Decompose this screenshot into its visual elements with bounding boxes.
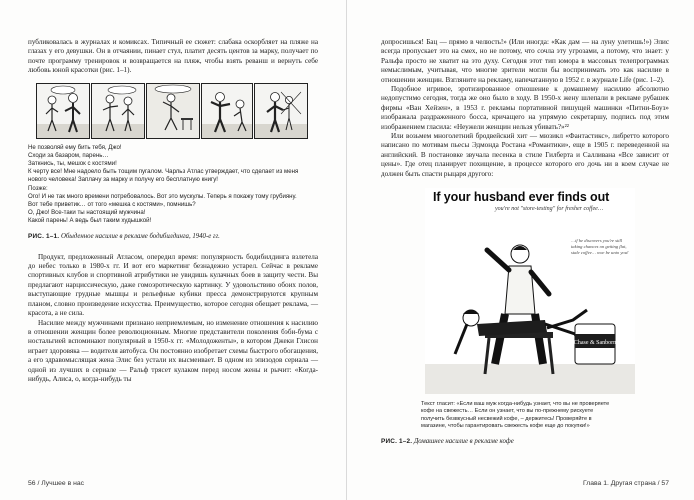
coffee-advertisement xyxy=(425,188,635,393)
comic-line: Ого! И не так много времени потребовалось. Вот это мускулы. Теперь я покажу тому грубияну. xyxy=(28,192,297,200)
comic-panel-4 xyxy=(201,83,253,139)
figure-label: РИС. 1–1. xyxy=(28,232,60,240)
comic-panel-3 xyxy=(146,83,200,139)
right-page xyxy=(347,0,694,500)
ad-headline: If your husband ever finds out xyxy=(433,190,610,205)
left-page-column xyxy=(28,38,318,384)
right-paragraph-1: допросишься! Бац — прямо в челюсть!» (Или иногда: «Как дам — на луну улетишь!») Элис всегда пропускает это на смех, но не потому, что сочла эту угрозами, а потому, что знает: у Ральфа просто не хватит на это духу. Сегодня этот тип юмора в массовых телепрограммах немыслимым, учитывая, что многие зрители могли бы воспринимать это как насилие в отношении женщин. Взгляните на рекламу, напечатанную в 1952 г. в журнале Life (рис. 1–2). xyxy=(381,38,669,84)
ad-brand-label: Chase & Sanborn xyxy=(573,340,617,347)
comic-line: Сходи за базаром, парень… xyxy=(28,151,109,159)
comic-line: Не позволяй ему бить тебя, Джо! xyxy=(28,143,122,151)
ad-subline: you're not "store-testing" for fresher coffee… xyxy=(495,206,604,213)
left-paragraph-1: публиковалась в журналах и комиксах. Типичный ее сюжет: слабака оскорбляет на пляже на глазах у его девушки. Он в отчаянии, пинает стул, платит десять центов за марку, получает по почте программу тренировок и возвращается на пляж, чтобы взять реванш и вернуть себе любовь юной красотки (рис. 1–1). xyxy=(28,38,318,75)
figure-caption-text: Обыденное насилие в рекламе бодибилдинга, 1940-е гг. xyxy=(60,232,220,240)
comic-line: К черту все! Мне надоело быть тощим пугалом. Чарльз Атлас утверждает, что сделает из меня нового человека! Заплачу за марку и получу его бесплатную книгу! xyxy=(28,168,299,184)
right-paragraph-2: Подобное игривое, эротизированное отношение к домашнему насилию абсолютно недопустимо сегодня, тогда же оно было в ходу. В 1950-х жену шлепали в рекламе рубашек фирмы «Ван Хейзен», в 1953 г. рекламы портативной пишущей машинки «Питни-Боуз» изображала раздраженного босса, кричащего на упрямую секретаршу, подпись под этим изображением гласила: «Неужели женщин нельзя убивать?»²² xyxy=(381,85,669,131)
comic-line: Вот тебе приветик… от того «мешка с костями», помнишь? xyxy=(28,201,196,209)
comic-panel-1 xyxy=(36,83,90,139)
figure-label: РИС. 1–2. xyxy=(381,437,413,445)
figure-caption-1-1 xyxy=(28,232,318,241)
left-paragraph-2: Продукт, предложенный Атласом, опередил время: популярность бодибилдинга взлетела до небес только в 1980-х гг. И вот его маркетинг безнадежно устарел. Сейчас в рекламе спортивных клубов и спортивной атрибутики не увидишь кулачных боев в защиту чести. Вы предлагают нарциссическую, даже гомоэротическую картинку. У удовольствию обоих полов, выступающие грудные мышцы и рельефные кубики пресса демонстрируются крупным планом, словно произведение искусства. Преимущество, которое сегодня обещает реклама, — красота, а не сила. xyxy=(28,252,318,318)
left-page-folio: 56 / Лучшее в нас xyxy=(28,480,85,487)
ad-caption-text: Текст гласит: «Если ваш муж когда-нибудь узнает, что вы не проверяете кофе на свежесть… Если он узнает, что вы по-прежнему рискуете получить безвкусный несвежий кофе, – держитесь! Проверяйте в магазине, чтобы гарантировать свежесть кофе еще до покупки!» xyxy=(421,401,610,429)
comic-line: Позже: xyxy=(28,184,48,192)
right-page-folio: Глава 1. Другая страна / 57 xyxy=(582,480,669,487)
right-page-column xyxy=(381,38,669,458)
comic-line: Заткнись, ты, мешок с костями! xyxy=(28,160,117,168)
left-paragraph-3: Насилие между мужчинами признано неприемлемым, но изменение отношения к насилию в отношении женщин более революционным. Многие представители поколения бэби-бума с ностальгией вспоминают популярный в 1950-х гг. «Молодоженты», в котором Джеки Глисон играет здоровяка — водителя автобуса. Он постоянно изобретает схемы быстрого обогащения, а его здравомыслящая жена Элис без устали их высмеивает. В одном из эпизодов сериала — одной из лучших в сериале — Ральф трясет кулаком перед носом жены и рычит: «Когда-нибудь, Алиса, о, когда-нибудь ты xyxy=(28,318,318,383)
comic-dialog-lines xyxy=(28,144,318,226)
figure-caption-text: Домашнее насилие в рекламе кофе xyxy=(413,437,514,445)
ad-note: …if he discovers you're still taking chances on getting flat, stale coffee… woe be unto you! xyxy=(571,238,629,255)
ad-illustration xyxy=(425,214,635,394)
bodybuilding-comic-strip xyxy=(36,83,306,139)
comic-line: Какой парень! А ведь был таким худышкой! xyxy=(28,217,152,225)
figure-caption-1-2 xyxy=(381,437,669,446)
right-paragraph-3: Или возьмем многолетний бродвейский хит — мюзикл «Фантастикс», либретто которого написано по мотивам пьесы Эдмонда Ростана «Романтики», еще в 1905 г. переведенной на английский. В постановке звучала песенка в стиле Гилберта и Салливана «Все зависит от цены». Где отец планирует похищение, в процессе которого его дочь ни в коем случае не должен быть спасти рыцаря другого: xyxy=(381,132,669,178)
comic-panel-5 xyxy=(254,83,308,139)
comic-line: О, Джо! Все-таки ты настоящий мужчина! xyxy=(28,209,146,217)
comic-panel-2 xyxy=(91,83,145,139)
